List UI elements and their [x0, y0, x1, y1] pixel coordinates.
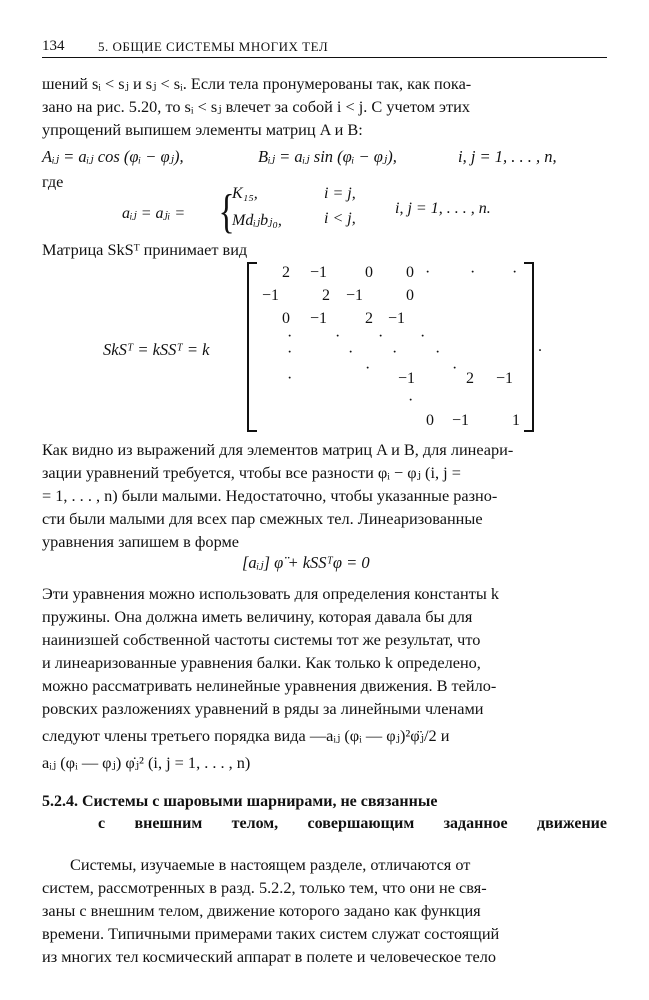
- cond1: i = j,: [324, 185, 356, 202]
- para3-line1: Эти уравнения можно использовать для определения константы k: [42, 584, 499, 603]
- m-dots-h: ·: [435, 344, 441, 361]
- m-dots-j: ·: [452, 360, 458, 377]
- para4-line3: заны с внешним телом, движение которого задано как функция: [42, 901, 481, 920]
- m-r5-c3: −1: [496, 370, 514, 387]
- para3-line6: ровских разложениях уравнений в ряды за линейными членами: [42, 699, 484, 718]
- m-dots-d: ·: [420, 328, 426, 345]
- equation-a-lhs: aᵢⱼ = aⱼᵢ =: [122, 205, 186, 222]
- m-r2-c4: 0: [406, 287, 414, 304]
- header-rule: [42, 57, 607, 58]
- para3-line4: и линеаризованные уравнения балки. Как только k определено,: [42, 653, 481, 672]
- equation-range: i, j = 1, . . . , n,: [458, 147, 557, 166]
- para4-line5: из многих тел космический аппарат в полете и человеческое тело: [42, 947, 497, 966]
- equation-A: Aᵢⱼ = aᵢⱼ cos (φᵢ − φⱼ),: [42, 147, 184, 166]
- para4-line4: времени. Типичными примерами таких систем служат состоящий: [42, 924, 500, 943]
- matrix-intro: Матрица SkSᵀ принимает вид: [42, 240, 248, 259]
- para1-line3: упрощений выпишем элементы матриц A и B:: [42, 120, 363, 139]
- equation-B: Bᵢⱼ = aᵢⱼ sin (φᵢ − φⱼ),: [258, 147, 397, 166]
- m-dots-b: ·: [335, 328, 341, 345]
- m-dots-k: ·: [287, 370, 293, 387]
- para1-line1: шений sᵢ < sⱼ и sⱼ < sᵢ. Если тела пронумерованы так, как пока-: [42, 74, 472, 93]
- m-r5-c1: −1: [398, 370, 416, 387]
- m-r1-c7: ·: [512, 264, 518, 281]
- m-dots-c: ·: [378, 328, 384, 345]
- m-r7-c2: −1: [452, 412, 470, 429]
- m-dots-g: ·: [392, 344, 398, 361]
- m-r2-c3: −1: [346, 287, 364, 304]
- m-r7-c1: 0: [426, 412, 434, 429]
- brace: {: [218, 185, 235, 238]
- para2-line2: зации уравнений требуется, чтобы все разности φᵢ − φⱼ (i, j =: [42, 463, 461, 482]
- cond2: i < j,: [324, 210, 356, 227]
- section-heading-line1: 5.2.4. Системы с шаровыми шарнирами, не связанные: [42, 793, 438, 810]
- page-number: 134: [42, 38, 65, 54]
- m-r1-c6: ·: [470, 264, 476, 281]
- m-r3-c3: 2: [365, 310, 373, 327]
- para4-line1: Системы, изучаемые в настоящем разделе, отличаются от: [70, 855, 471, 874]
- m-r1-c1: 2: [282, 264, 290, 281]
- m-r2-c2: 2: [322, 287, 330, 304]
- m-dots-l: ·: [408, 392, 414, 409]
- para2-line1: Как видно из выражений для элементов матриц A и B, для линеари-: [42, 440, 514, 459]
- matrix-lhs: SkSᵀ = kSSᵀ = k: [103, 340, 210, 359]
- para3-line8: aᵢⱼ (φᵢ — φⱼ) φ̇ⱼ² (i, j = 1, . . . , n): [42, 753, 251, 772]
- equation-a-range: i, j = 1, . . . , n.: [395, 200, 491, 217]
- m-r3-c4: −1: [388, 310, 406, 327]
- para3-line7: следуют члены третьего порядка вида —aᵢⱼ (φᵢ — φⱼ)²φ̈ⱼ/2 и: [42, 726, 450, 745]
- m-r2-c1: −1: [262, 287, 280, 304]
- where-label: где: [42, 172, 64, 191]
- m-r1-c4: 0: [406, 264, 414, 281]
- para1-line2: зано на рис. 5.20, то sᵢ < sⱼ влечет за собой i < j. С учетом этих: [42, 97, 470, 116]
- case2: Mdᵢⱼbⱼ₀,: [232, 212, 282, 229]
- m-dots-i: ·: [365, 360, 371, 377]
- linearized-equation: [aᵢⱼ] φ̈ + kSSᵀφ = 0: [242, 553, 370, 572]
- m-r1-c5: ·: [425, 264, 431, 281]
- m-dots-f: ·: [348, 344, 354, 361]
- m-r5-c2: 2: [466, 370, 474, 387]
- m-r1-c3: 0: [365, 264, 373, 281]
- para2-line4: сти были малыми для всех пар смежных тел. Линеаризованные: [42, 509, 483, 528]
- matrix-right-bracket: [524, 262, 534, 432]
- para3-line2: пружины. Она должна иметь величину, которая давала бы для: [42, 607, 473, 626]
- m-r3-c2: −1: [310, 310, 328, 327]
- section-heading-line2: с внешним телом, совершающим заданное движение: [98, 815, 607, 832]
- para3-line5: можно рассматривать нелинейные уравнения движения. В тейло-: [42, 676, 497, 695]
- para3-line3: наинизшей собственной частоты системы тот же результат, что: [42, 630, 481, 649]
- m-dots-e: ·: [287, 344, 293, 361]
- case1: K₁₅,: [232, 185, 258, 202]
- running-title: 5. ОБЩИЕ СИСТЕМЫ МНОГИХ ТЕЛ: [98, 39, 329, 54]
- para2-line3: = 1, . . . , n) были малыми. Недостаточно, чтобы указанные разно-: [42, 486, 498, 505]
- m-r7-c3: 1: [512, 412, 520, 429]
- m-r1-c2: −1: [310, 264, 328, 281]
- para4-line2: систем, рассмотренных в разд. 5.2.2, только тем, что они не свя-: [42, 878, 487, 897]
- m-r3-c1: 0: [282, 310, 290, 327]
- matrix-period: .: [538, 338, 542, 355]
- matrix-left-bracket: [247, 262, 257, 432]
- para2-line5: уравнения запишем в форме: [42, 532, 239, 551]
- m-dots-a: ·: [287, 328, 293, 345]
